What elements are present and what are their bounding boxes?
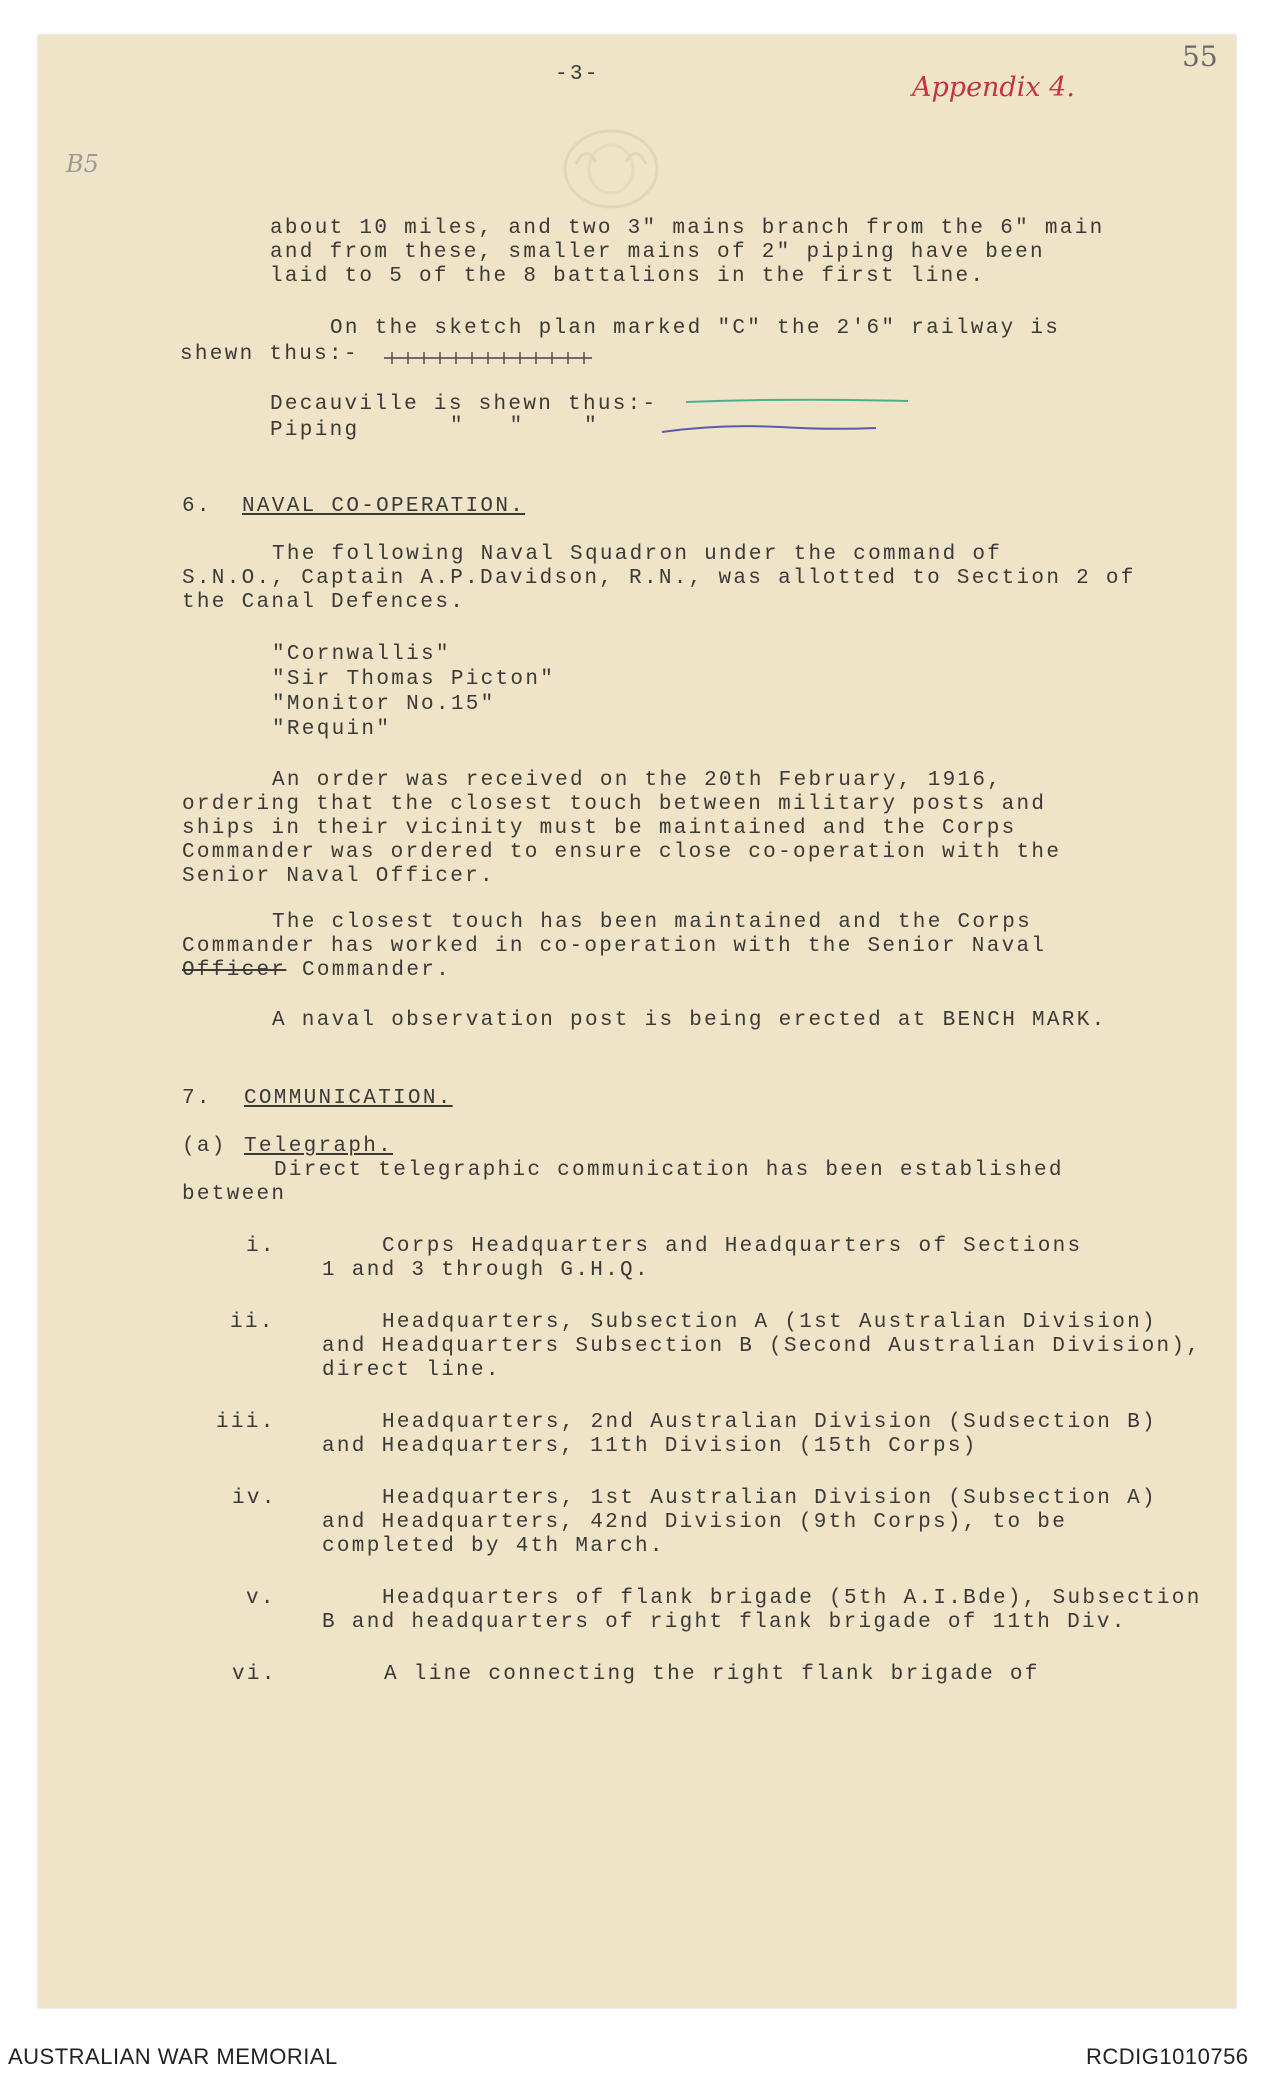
list-item-line: and Headquarters, 42nd Division (9th Corps), to be: [322, 1511, 1068, 1534]
piping-ditto-marks: " " ": [450, 415, 600, 438]
list-item-number: i.: [246, 1235, 276, 1258]
piping-label: Piping: [270, 419, 360, 442]
list-item-line: B and headquarters of right flank brigade of 11th Div.: [322, 1611, 1127, 1634]
ship-item: "Cornwallis": [272, 643, 451, 666]
section-6-para3-end: Commander.: [302, 959, 452, 982]
subsection-label: (a): [182, 1135, 227, 1158]
section-6-para2-line2: ordering that the closest touch between military posts and: [182, 793, 1047, 816]
section-6-para2-line1: An order was received on the 20th February, 1916,: [272, 769, 1003, 792]
list-item-number: iii.: [216, 1411, 276, 1434]
section-6-title: NAVAL CO-OPERATION.: [242, 495, 526, 518]
intro-line-1: about 10 miles, and two 3" mains branch from the 6" main: [270, 217, 1105, 240]
list-item-line: Headquarters, Subsection A (1st Australian Division): [382, 1311, 1157, 1334]
ship-item: "Sir Thomas Picton": [272, 668, 556, 691]
section-6-para2-line3: ships in their vicinity must be maintained and the Corps: [182, 817, 1017, 840]
list-item-line: Corps Headquarters and Headquarters of Sections: [382, 1235, 1083, 1258]
railway-symbol-icon: [384, 348, 594, 368]
folio-number: 55: [1182, 40, 1218, 73]
sketch-plan-line: On the sketch plan marked "C" the 2'6" railway is: [330, 317, 1061, 340]
page-label: -3-: [555, 63, 600, 86]
list-item-line: and Headquarters, 11th Division (15th Corps): [322, 1435, 978, 1458]
decauville-line-symbol: [684, 396, 910, 408]
piping-line-symbol: [660, 422, 880, 436]
ship-item: "Requin": [272, 718, 392, 741]
list-item-line: 1 and 3 through G.H.Q.: [322, 1259, 650, 1282]
section-6-para2-line4: Commander was ordered to ensure close co-operation with the: [182, 841, 1062, 864]
telegraph-intro-line1: Direct telegraphic communication has been established: [274, 1159, 1064, 1182]
section-6-para4: A naval observation post is being erected at BENCH MARK.: [272, 1009, 1107, 1032]
list-item-line: Headquarters of flank brigade (5th A.I.Bde), Subsection: [382, 1587, 1202, 1610]
section-6-para3-line1: The closest touch has been maintained and the Corps: [272, 911, 1033, 934]
footer-id: RCDIG1010756: [1086, 2044, 1249, 2069]
list-item-line: direct line.: [322, 1359, 501, 1382]
section-7-title: COMMUNICATION.: [244, 1087, 453, 1110]
shewn-thus-label: shewn thus:-: [180, 343, 359, 366]
list-item-line: completed by 4th March.: [322, 1535, 665, 1558]
list-item-number: vi.: [232, 1663, 277, 1686]
section-6-para1-line2: S.N.O., Captain A.P.Davidson, R.N., was allotted to Section 2 of: [182, 567, 1136, 590]
section-6-para1-line3: the Canal Defences.: [182, 591, 466, 614]
intro-line-3: laid to 5 of the 8 battalions in the first line.: [270, 265, 986, 288]
embossed-seal-icon: [556, 124, 666, 214]
margin-note: B5: [66, 150, 99, 178]
telegraph-intro-line2: between: [182, 1183, 287, 1206]
appendix-annotation: Appendix 4.: [912, 72, 1075, 103]
struck-out-word: Officer: [182, 959, 287, 982]
decauville-label: Decauville is shewn thus:-: [270, 393, 658, 416]
list-item-number: v.: [246, 1587, 276, 1610]
section-6-para3-line2: Commander has worked in co-operation with the Senior Naval: [182, 935, 1047, 958]
list-item-number: ii.: [230, 1311, 275, 1334]
ship-item: "Monitor No.15": [272, 693, 496, 716]
subsection-title: Telegraph.: [244, 1135, 394, 1158]
list-item-line: Headquarters, 2nd Australian Division (Sudsection B): [382, 1411, 1157, 1434]
intro-line-2: and from these, smaller mains of 2" piping have been: [270, 241, 1045, 264]
section-7-number: 7.: [182, 1087, 212, 1110]
list-item-line: Headquarters, 1st Australian Division (Subsection A): [382, 1487, 1157, 1510]
section-6-para1-line1: The following Naval Squadron under the command of: [272, 543, 1003, 566]
list-item-line: and Headquarters Subsection B (Second Australian Division),: [322, 1335, 1202, 1358]
footer-source: AUSTRALIAN WAR MEMORIAL: [8, 2044, 338, 2069]
section-6-number: 6.: [182, 495, 212, 518]
section-6-para2-line5: Senior Naval Officer.: [182, 865, 495, 888]
list-item-line: A line connecting the right flank brigade of: [384, 1663, 1040, 1686]
list-item-number: iv.: [232, 1487, 277, 1510]
